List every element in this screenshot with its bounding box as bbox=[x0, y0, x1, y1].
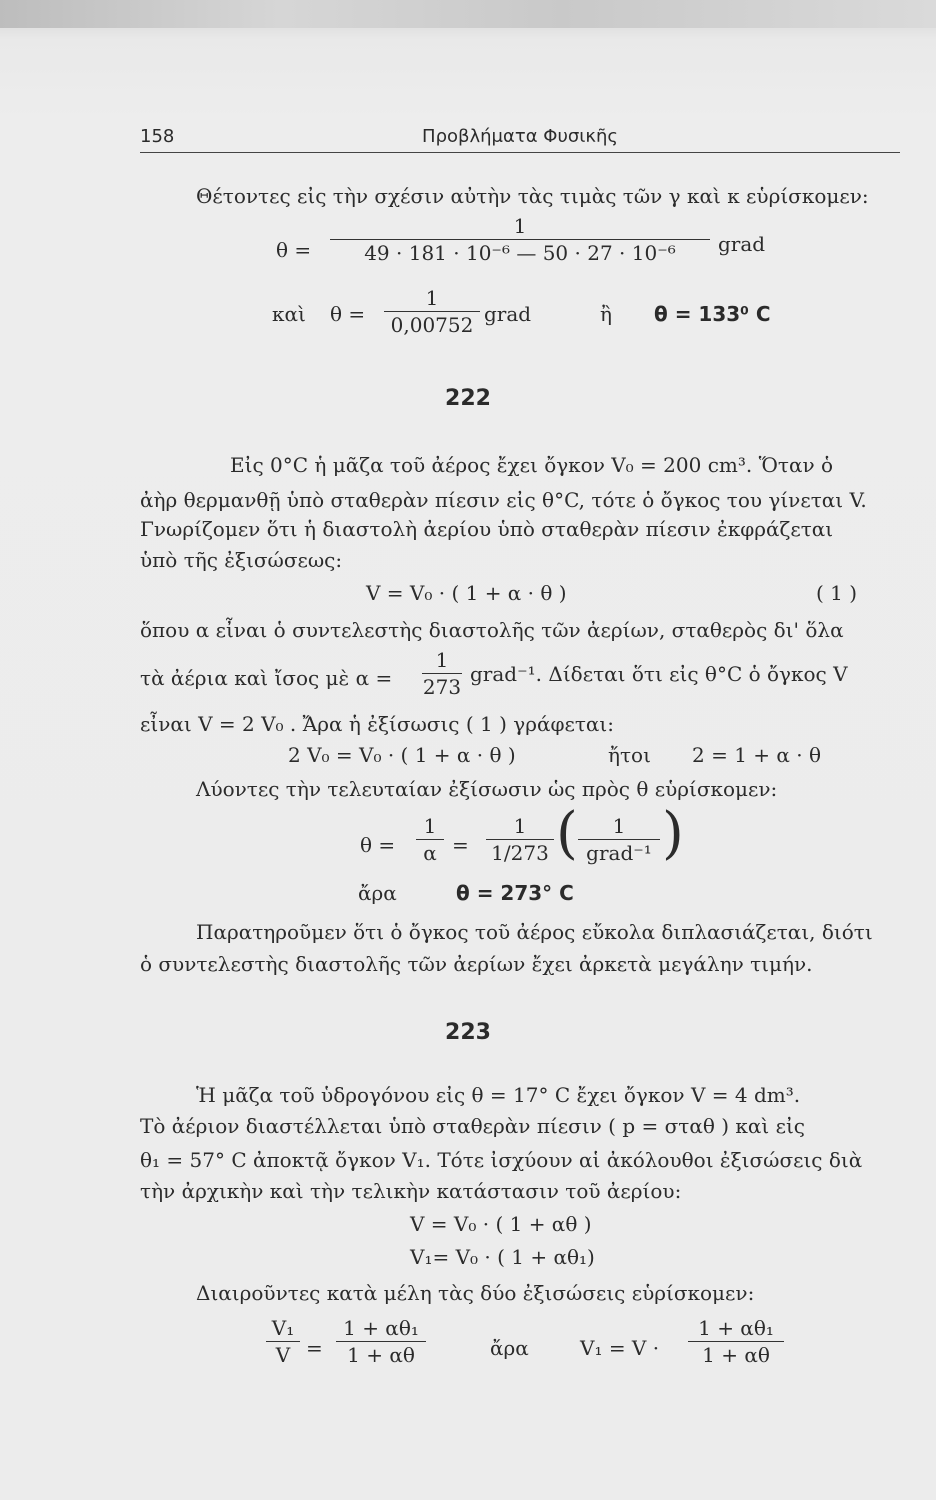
eq2-result bbox=[654, 304, 771, 324]
p223-ratio-1 bbox=[266, 1318, 300, 1365]
p223-eq-a: V = V₀ · ( 1 + αθ ) bbox=[410, 1212, 592, 1236]
p223-line-diair: Διαιροῦντες κατὰ μέλη τὰς δύο ἐξισώσεις εὑρίσκομεν: bbox=[196, 1281, 755, 1305]
f1-numerator: 1 bbox=[423, 814, 437, 838]
eq1-fraction bbox=[330, 216, 710, 263]
p223-line-3: θ₁ = 57° C ἀποκτᾷ ὄγκον V₁. Τότε ἰσχύουν αἱ ἀκόλουθοι ἐξισώσεις διὰ bbox=[140, 1148, 863, 1172]
p222-ara: ἄρα bbox=[358, 881, 397, 905]
p222-eq-main: V = V₀ · ( 1 + α · θ ) bbox=[366, 581, 567, 605]
p222-line-3: Γνωρίζομεν ὅτι ἡ διαστολὴ ἀερίου ὑπὸ σταθερὰν πίεσιν ἐκφράζεται bbox=[140, 517, 834, 541]
intro-line: Θέτοντες εἰς τὴν σχέσιν αὐτὴν τὰς τιμὰς τῶν γ καὶ κ εὑρίσκομεν: bbox=[196, 184, 869, 208]
eq2-kai: καὶ bbox=[272, 302, 306, 326]
eq1-lhs: θ = bbox=[276, 238, 312, 262]
f1-denominator: α bbox=[416, 839, 444, 863]
f3-denominator: grad⁻¹ bbox=[578, 839, 660, 863]
problem-223-heading: 223 bbox=[445, 1020, 491, 1045]
p222-result-text: θ = 273° C bbox=[456, 881, 574, 905]
p222-result bbox=[456, 883, 574, 903]
p223-r3-lhs: V₁ = V · bbox=[580, 1336, 660, 1360]
p223-ratio-3 bbox=[688, 1318, 784, 1365]
theta-fraction-3 bbox=[578, 816, 660, 863]
p222-eq-2v: 2 V₀ = V₀ · ( 1 + α · θ ) bbox=[288, 743, 516, 767]
p222-conclusion-2: ὁ συντελεστὴς διαστολῆς τῶν ἀερίων ἔχει ἀρκετὰ μεγάλην τιμήν. bbox=[140, 952, 813, 976]
page-header bbox=[140, 122, 900, 153]
eq2-unit: grad bbox=[484, 302, 532, 326]
theta-fraction-2 bbox=[486, 816, 554, 863]
theta-eq-sign: = bbox=[452, 833, 469, 857]
theta-fraction-1 bbox=[416, 816, 444, 863]
p222-eq-2v-itoi: ἤτοι bbox=[608, 743, 651, 767]
p223-ratio-2 bbox=[336, 1318, 426, 1365]
right-paren: ) bbox=[662, 801, 684, 866]
alpha-numerator: 1 bbox=[435, 648, 449, 672]
left-paren: ( bbox=[556, 801, 578, 866]
r3-numerator: 1 + αθ₁ bbox=[698, 1316, 774, 1340]
p223-line-2: Τὸ ἀέριον διαστέλλεται ὑπὸ σταθερὰν πίεσιν ( p = σταθ ) καὶ εἰς bbox=[140, 1114, 805, 1138]
alpha-fraction bbox=[422, 650, 462, 697]
page-number: 158 bbox=[140, 126, 175, 147]
theta-lhs: θ = bbox=[360, 833, 396, 857]
p223-line-4: τὴν ἀρχικὴν καὶ τὴν τελικὴν κατάστασιν τοῦ ἀερίου: bbox=[140, 1179, 682, 1203]
eq1-denominator: 49 · 181 · 10⁻⁶ — 50 · 27 · 10⁻⁶ bbox=[330, 239, 710, 263]
p223-eq-b: V₁= V₀ · ( 1 + αθ₁) bbox=[410, 1245, 595, 1269]
p222-line-einai: εἶναι V = 2 V₀ . Ἄρα ἡ ἐξίσωσις ( 1 ) γράφεται: bbox=[140, 712, 614, 736]
f2-numerator: 1 bbox=[513, 814, 527, 838]
eq2-lhs: θ = bbox=[330, 302, 366, 326]
eq1-unit: grad bbox=[718, 232, 766, 256]
r1-numerator: V₁ bbox=[271, 1316, 295, 1340]
eq1-numerator: 1 bbox=[513, 214, 527, 238]
p222-line-2: ἀὴρ θερμανθῇ ὑπὸ σταθερὰν πίεσιν εἰς θ°C, τότε ὁ ὄγκος του γίνεται V. bbox=[140, 488, 867, 512]
eq2-or: ἢ bbox=[600, 302, 612, 326]
r2-numerator: 1 + αθ₁ bbox=[343, 1316, 419, 1340]
r3-denominator: 1 + αθ bbox=[688, 1341, 784, 1365]
eq2-numerator: 1 bbox=[425, 286, 439, 310]
p222-eq-2v-rhs: 2 = 1 + α · θ bbox=[692, 743, 822, 767]
problem-222-heading: 222 bbox=[445, 386, 491, 411]
alpha-denominator: 273 bbox=[422, 675, 462, 699]
p222-line-opou: ὅπου α εἶναι ὁ συντελεστὴς διαστολῆς τῶν ἀερίων, σταθερὸς δι' ὅλα bbox=[140, 618, 844, 642]
p223-eq-sign: = bbox=[306, 1336, 323, 1360]
r1-denominator: V bbox=[266, 1341, 300, 1365]
f3-numerator: 1 bbox=[612, 814, 626, 838]
p223-line-1: Ἡ μᾶζα τοῦ ὑδρογόνου εἰς θ = 17° C ἔχει ὄγκον V = 4 dm³. bbox=[196, 1083, 801, 1107]
page-edge bbox=[0, 0, 936, 28]
p222-line-4: ὑπὸ τῆς ἐξισώσεως: bbox=[140, 548, 343, 572]
p222-line-1: Εἰς 0°C ἡ μᾶζα τοῦ ἀέρος ἔχει ὄγκον V₀ = 200 cm³. Ὅταν ὁ bbox=[230, 453, 834, 477]
f2-denominator: 1/273 bbox=[486, 839, 554, 863]
running-title: Προβλήματα Φυσικῆς bbox=[422, 126, 618, 147]
eq2-fraction bbox=[384, 288, 480, 335]
p222-line-aeria-a: τὰ ἀέρια καὶ ἴσος μὲ α = bbox=[140, 666, 393, 690]
p223-ara: ἄρα bbox=[490, 1336, 529, 1360]
p222-line-aeria-b: grad⁻¹. Δίδεται ὅτι εἰς θ°C ὁ ὄγκος V bbox=[470, 662, 848, 686]
eq2-denominator: 0,00752 bbox=[384, 311, 480, 335]
p222-line-lyontes: Λύοντες τὴν τελευταίαν ἐξίσωσιν ὡς πρὸς θ εὑρίσκομεν: bbox=[196, 777, 778, 801]
p222-conclusion-1: Παρατηροῦμεν ὅτι ὁ ὄγκος τοῦ ἀέρος εὔκολα διπλασιάζεται, διότι bbox=[196, 920, 873, 944]
eq2-result-text: θ = 133⁰ C bbox=[654, 302, 771, 326]
r2-denominator: 1 + αθ bbox=[336, 1341, 426, 1365]
p222-eq-label: ( 1 ) bbox=[816, 581, 858, 605]
